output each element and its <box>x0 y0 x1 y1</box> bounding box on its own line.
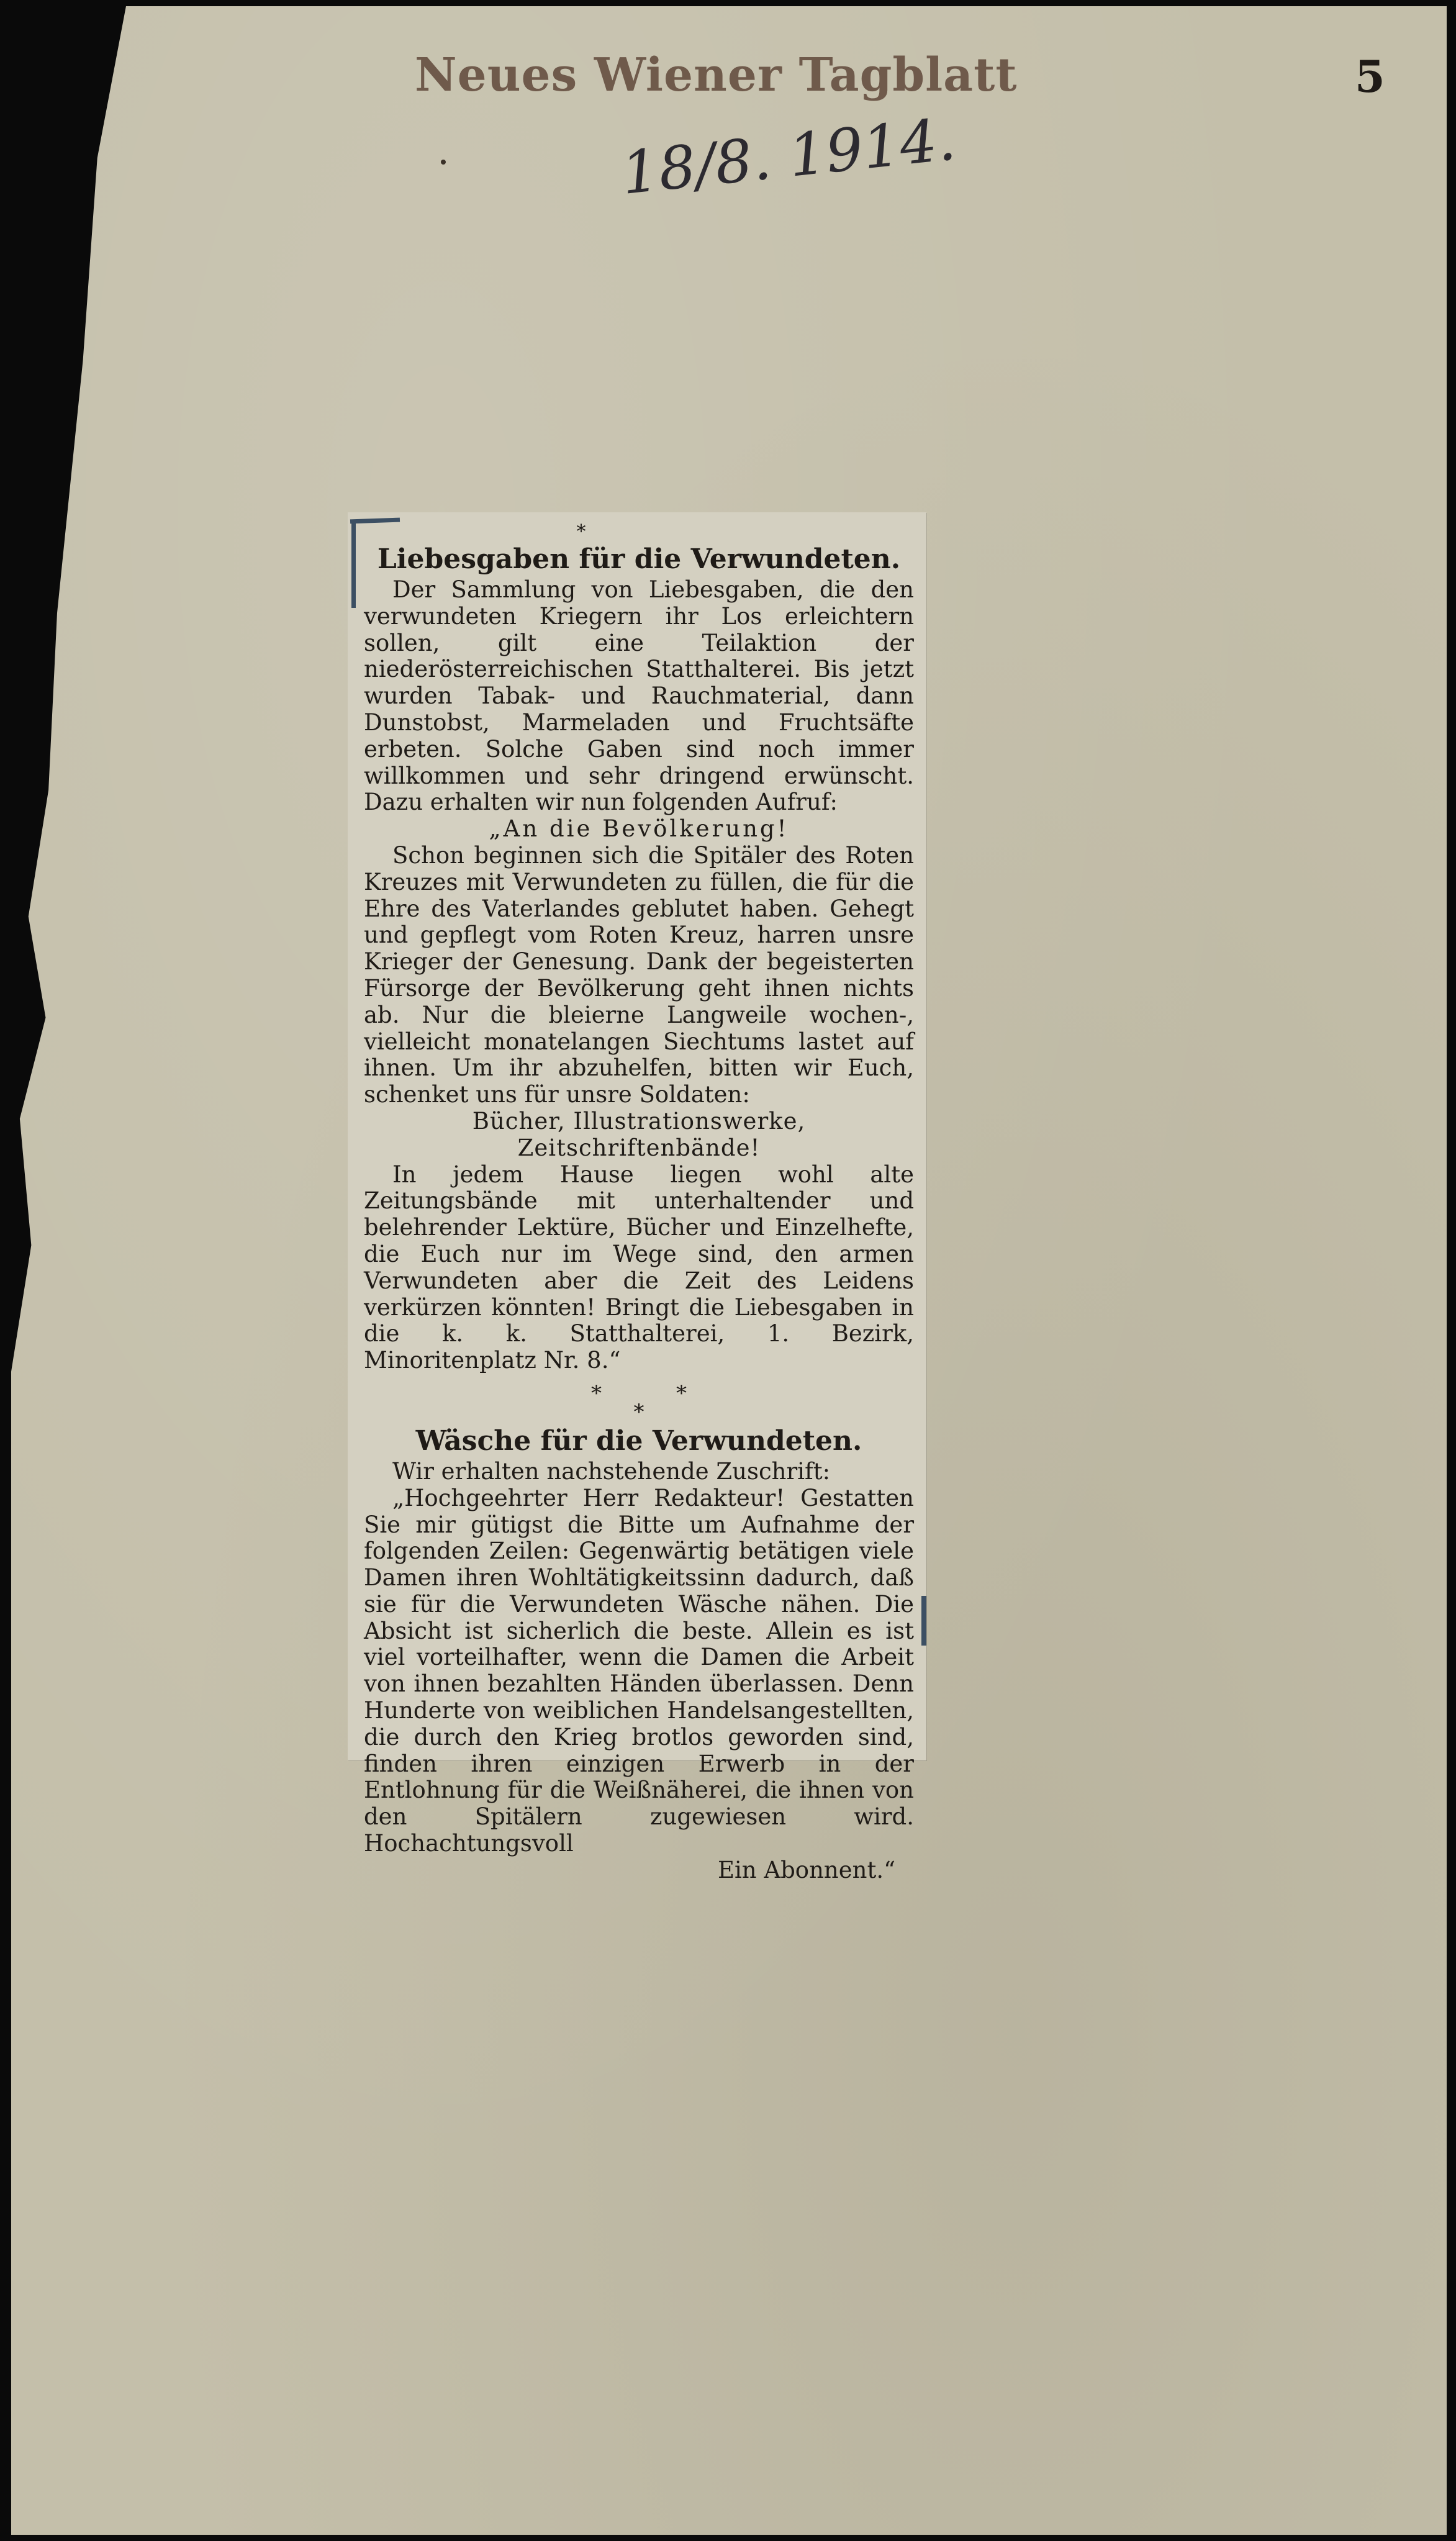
blue-pencil-mark-left <box>351 521 356 608</box>
blue-pencil-mark-right <box>921 1596 926 1646</box>
separator-star: * <box>633 1399 644 1424</box>
article-title: Wäsche für die Verwundeten. <box>415 1424 862 1457</box>
article-separator <box>364 1380 914 1424</box>
separator-star: * <box>676 1380 687 1406</box>
ink-dot <box>441 160 446 165</box>
newspaper-name-stamp: Neues Wiener Tagblatt <box>415 48 1018 102</box>
section-star: * <box>576 521 586 543</box>
handwritten-date: 18/8. 1914. <box>618 106 959 208</box>
article-title: Liebesgaben für die Verwundeten. <box>377 543 901 575</box>
article-intro: Wir erhalten nachstehende Zuschrift: <box>392 1457 831 1485</box>
newspaper-clipping <box>348 512 926 1883</box>
article-paragraph: Der Sammlung von Liebesgaben, die den verwundeten Kriegern ihr Los erleichtern sollen, gilt eine Teilaktion der niederösterreichischen Statthalterei. Bis jetzt wurden Tabak- und Rauchmaterial, dann Dunstobst, Marmeladen und Fruchtsäfte erbeten. Solche Gaben sind noch immer willkommen und sehr dringend erwünscht. Dazu erhalten wir nun folgenden Aufruf: <box>364 576 914 816</box>
blue-pencil-mark-top <box>350 518 400 524</box>
appeal-heading: „An die Bevölkerung! <box>489 815 789 843</box>
separator-star: * <box>591 1380 602 1406</box>
article-paragraph: In jedem Hause liegen wohl alte Zeitungsbände mit unterhaltender und belehrender Lektüre, Bücher und Einzelhefte, die Euch nur im Wege sind, den armen Verwundeten aber die Zeit des Leidens verkürzen könnten! Bringt die Liebesgaben in die k. k. Statthalterei, 1. Bezirk, Minoritenplatz Nr. 8.“ <box>364 1161 914 1374</box>
page-number: 5 <box>1355 51 1385 102</box>
article-paragraph: „Hochgeehrter Herr Redakteur! Gestatten Sie mir gütigst die Bitte um Aufnahme der folgenden Zeilen: Gegenwärtig betätigen viele Damen ihren Wohltätigkeitssinn dadurch, daß sie für die Verwundeten Wäsche nähen. Die Absicht ist sicherlich die beste. Allein es ist viel vorteilhafter, wenn die Damen die Arbeit von ihnen bezahlten Händen überlassen. Denn Hunderte von weiblichen Handelsangestellten, die durch den Krieg brotlos geworden sind, finden ihren einzigen Erwerb in der Entlohnung für die Weißnäherei, die ihnen von den Spitälern zugewiesen wird. Hochachtungsvoll <box>364 1484 914 1857</box>
appeal-request: Bücher, Illustrationswerke, Zeitschriftenbände! <box>472 1107 806 1161</box>
article-paragraph: Schon beginnen sich die Spitäler des Roten Kreuzes mit Verwundeten zu füllen, die für die Ehre des Vaterlandes geblutet haben. Gehegt und gepflegt vom Roten Kreuz, harren unsre Krieger der Genesung. Dank der begeisterten Fürsorge der Bevölkerung geht ihnen nichts ab. Nur die bleierne Langweile wochen-, vielleicht monatelangen Siechtums lastet auf ihnen. Um ihr abzuhelfen, bitten wir Euch, schenket uns für unsre Soldaten: <box>364 841 914 1108</box>
letter-signature: Ein Abonnent.“ <box>717 1856 895 1883</box>
